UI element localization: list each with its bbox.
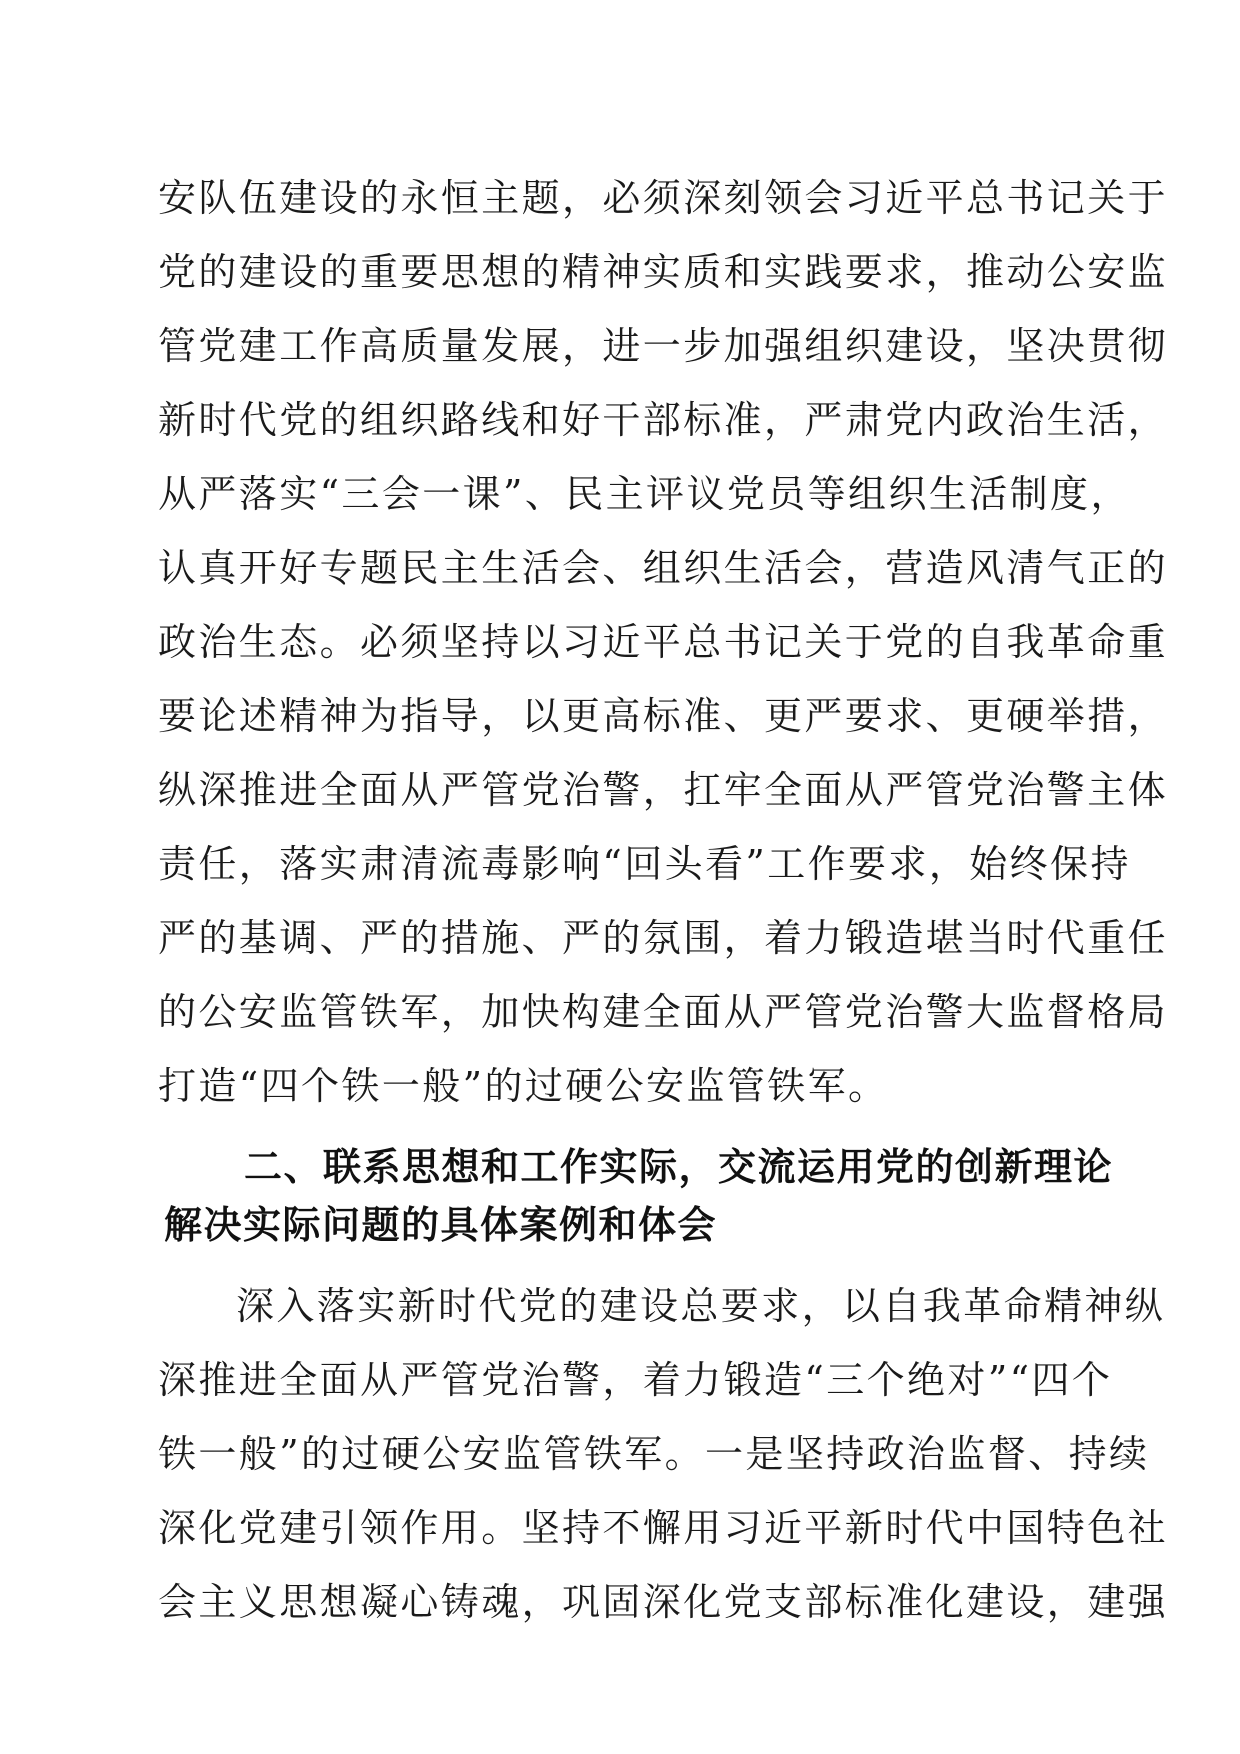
paragraph-line: 党的建设的重要思想的精神实质和实践要求，推动公安监 [158,250,1169,294]
paragraph-line: 深入落实新时代党的建设总要求，以自我革命精神纵 [236,1284,1166,1328]
paragraph-line: 纵深推进全面从严管党治警，扛牢全面从严管党治警主体 [158,768,1169,812]
paragraph-line: 深化党建引领作用。坚持不懈用习近平新时代中国特色社 [158,1506,1169,1550]
paragraph-line: 铁一般”的过硬公安监管铁军。一是坚持政治监督、持续 [158,1432,1150,1476]
paragraph-line: 严的基调、严的措施、严的氛围，着力锻造堪当时代重任 [158,916,1169,960]
paragraph-line: 责任，落实肃清流毒影响“回头看”工作要求，始终保持 [158,842,1131,886]
paragraph-line: 认真开好专题民主生活会、组织生活会，营造风清气正的 [158,546,1169,590]
section-heading: 二、联系思想和工作实际，交流运用党的创新理论 [244,1145,1114,1189]
paragraph-line: 的公安监管铁军，加快构建全面从严管党治警大监督格局 [158,990,1169,1034]
section-heading-continued: 解决实际问题的具体案例和体会 [164,1203,718,1247]
paragraph-line: 打造“四个铁一般”的过硬公安监管铁军。 [158,1064,889,1108]
paragraph-line: 从严落实“三会一课”、民主评议党员等组织生活制度， [158,472,1131,516]
paragraph-line: 政治生态。必须坚持以习近平总书记关于党的自我革命重 [158,620,1169,664]
paragraph-line: 安队伍建设的永恒主题，必须深刻领会习近平总书记关于 [158,176,1169,220]
paragraph-line: 会主义思想凝心铸魂，巩固深化党支部标准化建设，建强 [158,1580,1169,1624]
paragraph-line: 新时代党的组织路线和好干部标准，严肃党内政治生活， [158,398,1169,442]
paragraph-line: 管党建工作高质量发展，进一步加强组织建设，坚决贯彻 [158,324,1169,368]
paragraph-line: 要论述精神为指导，以更高标准、更严要求、更硬举措， [158,694,1169,738]
paragraph-line: 深推进全面从严管党治警，着力锻造“三个绝对”“四个 [158,1358,1113,1402]
